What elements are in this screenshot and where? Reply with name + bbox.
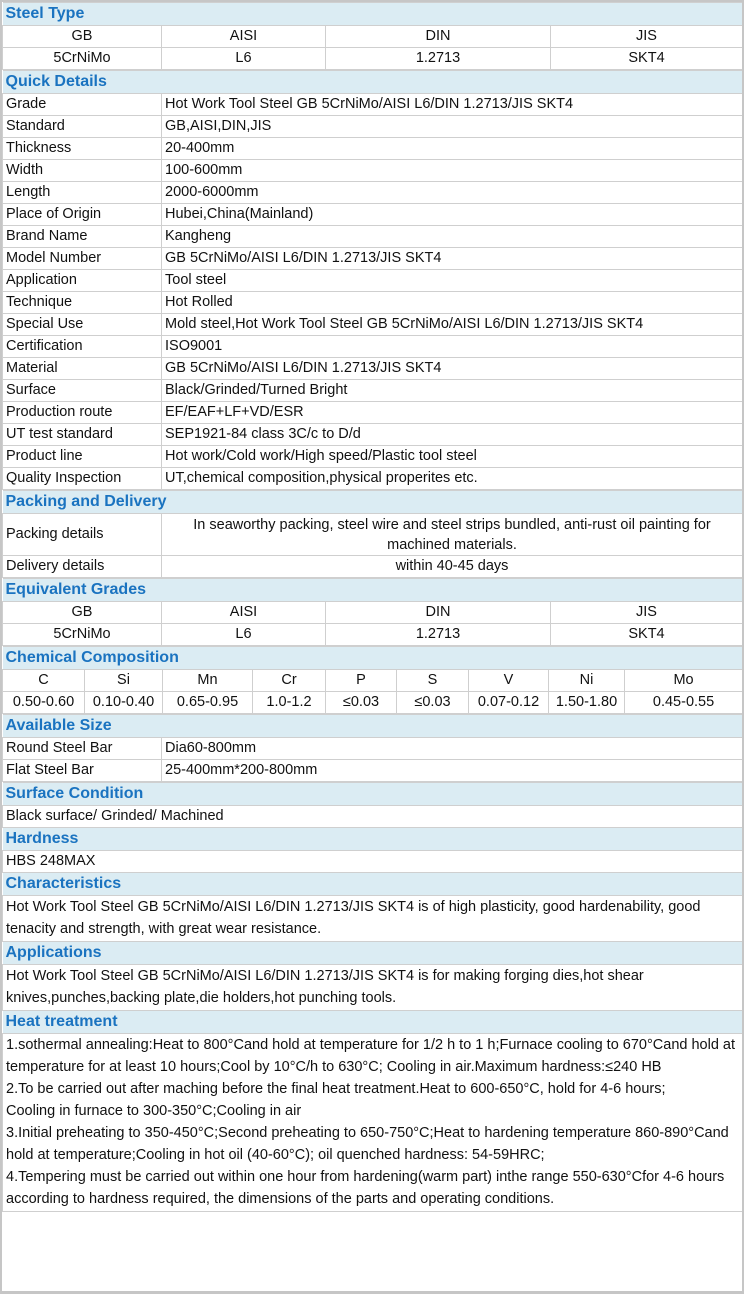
table-row [3, 806, 743, 828]
detail-value: ISO9001 [162, 336, 743, 358]
section-header-quick-details [3, 71, 743, 94]
detail-label: Place of Origin [3, 204, 162, 226]
section-header-surface-condition [3, 783, 743, 806]
value-aisi: L6 [162, 624, 326, 646]
chem-value-p: ≤0.03 [326, 692, 397, 714]
section-title: Packing and Delivery [3, 491, 743, 514]
quick-details-row [3, 94, 743, 116]
heat-treatment-step: 1.sothermal annealing:Heat to 800°Cand hold at temperature for 1/2 h to 1 h;Furnace cooling to 670°Cand hold at temperature for at least 10 hours;Cool by 10°C/h to 630°C; Cooling in air.Maximum hardness:≤240 HB [6, 1037, 736, 1075]
chem-element-cr: Cr [253, 670, 326, 692]
section-title: Quick Details [3, 71, 743, 94]
characteristics-text: Hot Work Tool Steel GB 5CrNiMo/AISI L6/DIN 1.2713/JIS SKT4 is of high plasticity, good hardenability, good tenacity and strength, with great wear resistance. [3, 896, 743, 942]
section-title: Applications [3, 942, 743, 965]
chem-value-c: 0.50-0.60 [3, 692, 85, 714]
quick-details-row [3, 446, 743, 468]
detail-label: Length [3, 182, 162, 204]
quick-details-row [3, 204, 743, 226]
chem-element-mo: Mo [625, 670, 743, 692]
quick-details-row [3, 358, 743, 380]
chem-element-c: C [3, 670, 85, 692]
detail-label: Grade [3, 94, 162, 116]
applications-text: Hot Work Tool Steel GB 5CrNiMo/AISI L6/DIN 1.2713/JIS SKT4 is for making forging dies,hot shear knives,punches,backing plate,die holders,hot punching tools. [3, 965, 743, 1011]
chem-value-mn: 0.65-0.95 [163, 692, 253, 714]
quick-details-row [3, 270, 743, 292]
heat-treatment-step: 2.To be carried out after maching before the final heat treatment.Heat to 600-650°C, hold for 4-6 hours; [6, 1081, 666, 1097]
quick-details-row [3, 292, 743, 314]
chem-value-row [3, 692, 743, 714]
chem-element-ni: Ni [549, 670, 625, 692]
quick-details-row [3, 402, 743, 424]
equivalent-grades-table [2, 578, 742, 646]
section-header-equivalent-grades [3, 579, 743, 602]
detail-label: Quality Inspection [3, 468, 162, 490]
section-title: Chemical Composition [3, 647, 743, 670]
detail-value: 20-400mm [162, 138, 743, 160]
chem-element-row [3, 670, 743, 692]
surface-condition-text: Black surface/ Grinded/ Machined [3, 806, 743, 828]
section-title: Heat treatment [3, 1011, 743, 1034]
quick-details-row [3, 314, 743, 336]
header-gb: GB [3, 602, 162, 624]
detail-value: 100-600mm [162, 160, 743, 182]
detail-value: Hubei,China(Mainland) [162, 204, 743, 226]
quick-details-row [3, 424, 743, 446]
detail-label: Material [3, 358, 162, 380]
section-header-applications [3, 942, 743, 965]
detail-value: GB,AISI,DIN,JIS [162, 116, 743, 138]
detail-label: Standard [3, 116, 162, 138]
available-size-table [2, 714, 742, 782]
header-jis: JIS [551, 602, 743, 624]
detail-label: Model Number [3, 248, 162, 270]
chem-value-ni: 1.50-1.80 [549, 692, 625, 714]
value-aisi: L6 [162, 48, 326, 70]
value-din: 1.2713 [326, 48, 551, 70]
chem-value-mo: 0.45-0.55 [625, 692, 743, 714]
detail-value: 2000-6000mm [162, 182, 743, 204]
detail-label: Certification [3, 336, 162, 358]
detail-value: Mold steel,Hot Work Tool Steel GB 5CrNiMo/AISI L6/DIN 1.2713/JIS SKT4 [162, 314, 743, 336]
quick-details-row [3, 468, 743, 490]
chem-value-cr: 1.0-1.2 [253, 692, 326, 714]
detail-value: Kangheng [162, 226, 743, 248]
heat-treatment-step: 4.Tempering must be carried out within one hour from hardening(warm part) inthe range 550-630°Cfor 4-6 hours according to hardness required, the dimensions of the parts and operating conditions. [6, 1169, 725, 1207]
text-sections-table [2, 782, 742, 1212]
section-title: Steel Type [3, 3, 743, 26]
packing-value: In seaworthy packing, steel wire and steel strips bundled, anti-rust oil painting for machined materials. [162, 514, 743, 556]
header-aisi: AISI [162, 26, 326, 48]
heat-treatment-text [3, 1034, 743, 1212]
quick-details-row [3, 160, 743, 182]
value-gb: 5CrNiMo [3, 48, 162, 70]
detail-value: UT,chemical composition,physical properites etc. [162, 468, 743, 490]
table-row [3, 738, 743, 760]
equivalent-grades-value-row [3, 624, 743, 646]
delivery-value: within 40-45 days [162, 556, 743, 578]
quick-details-row [3, 380, 743, 402]
packing-label: Packing details [3, 514, 162, 556]
chem-element-si: Si [85, 670, 163, 692]
delivery-label: Delivery details [3, 556, 162, 578]
table-row [3, 965, 743, 1011]
packing-delivery-table [2, 490, 742, 578]
chem-value-si: 0.10-0.40 [85, 692, 163, 714]
detail-value: SEP1921-84 class 3C/c to D/d [162, 424, 743, 446]
detail-label: Production route [3, 402, 162, 424]
section-header-characteristics [3, 873, 743, 896]
size-label: Round Steel Bar [3, 738, 162, 760]
quick-details-table [2, 70, 742, 490]
chem-element-mn: Mn [163, 670, 253, 692]
detail-value: Hot Rolled [162, 292, 743, 314]
detail-value: Tool steel [162, 270, 743, 292]
detail-value: EF/EAF+LF+VD/ESR [162, 402, 743, 424]
chem-element-p: P [326, 670, 397, 692]
steel-type-header-row [3, 26, 743, 48]
table-row [3, 896, 743, 942]
value-jis: SKT4 [551, 624, 743, 646]
chem-value-s: ≤0.03 [397, 692, 469, 714]
detail-value: Hot work/Cold work/High speed/Plastic tool steel [162, 446, 743, 468]
quick-details-row [3, 248, 743, 270]
hardness-text: HBS 248MAX [3, 851, 743, 873]
chem-element-s: S [397, 670, 469, 692]
chem-value-v: 0.07-0.12 [469, 692, 549, 714]
header-din: DIN [326, 602, 551, 624]
value-jis: SKT4 [551, 48, 743, 70]
chemical-composition-table [2, 646, 742, 714]
quick-details-row [3, 226, 743, 248]
section-title: Characteristics [3, 873, 743, 896]
section-title: Available Size [3, 715, 743, 738]
product-spec-sheet [2, 2, 742, 1291]
value-gb: 5CrNiMo [3, 624, 162, 646]
section-title: Equivalent Grades [3, 579, 743, 602]
section-title: Hardness [3, 828, 743, 851]
header-din: DIN [326, 26, 551, 48]
equivalent-grades-header-row [3, 602, 743, 624]
section-header-heat-treatment [3, 1011, 743, 1034]
detail-value: GB 5CrNiMo/AISI L6/DIN 1.2713/JIS SKT4 [162, 358, 743, 380]
detail-label: Width [3, 160, 162, 182]
size-label: Flat Steel Bar [3, 760, 162, 782]
detail-label: Special Use [3, 314, 162, 336]
section-header-chemical-composition [3, 647, 743, 670]
detail-value: GB 5CrNiMo/AISI L6/DIN 1.2713/JIS SKT4 [162, 248, 743, 270]
detail-label: Application [3, 270, 162, 292]
heat-treatment-step: Cooling in furnace to 300-350°C;Cooling in air [6, 1103, 302, 1119]
table-row [3, 851, 743, 873]
header-aisi: AISI [162, 602, 326, 624]
table-row [3, 760, 743, 782]
quick-details-row [3, 182, 743, 204]
header-gb: GB [3, 26, 162, 48]
detail-value: Black/Grinded/Turned Bright [162, 380, 743, 402]
detail-label: Brand Name [3, 226, 162, 248]
size-value: 25-400mm*200-800mm [162, 760, 743, 782]
steel-type-table [2, 2, 742, 70]
table-row [3, 556, 743, 578]
detail-label: Thickness [3, 138, 162, 160]
detail-label: Technique [3, 292, 162, 314]
quick-details-row [3, 336, 743, 358]
detail-value: Hot Work Tool Steel GB 5CrNiMo/AISI L6/DIN 1.2713/JIS SKT4 [162, 94, 743, 116]
detail-label: Surface [3, 380, 162, 402]
size-value: Dia60-800mm [162, 738, 743, 760]
steel-type-value-row [3, 48, 743, 70]
section-header-available-size [3, 715, 743, 738]
section-title: Surface Condition [3, 783, 743, 806]
header-jis: JIS [551, 26, 743, 48]
section-header-hardness [3, 828, 743, 851]
table-row [3, 1034, 743, 1212]
quick-details-row [3, 116, 743, 138]
table-row [3, 514, 743, 556]
chem-element-v: V [469, 670, 549, 692]
detail-label: UT test standard [3, 424, 162, 446]
section-header-packing [3, 491, 743, 514]
detail-label: Product line [3, 446, 162, 468]
section-header-steel-type [3, 3, 743, 26]
value-din: 1.2713 [326, 624, 551, 646]
quick-details-row [3, 138, 743, 160]
heat-treatment-step: 3.Initial preheating to 350-450°C;Second preheating to 650-750°C;Heat to hardening temperature 860-890°Cand hold at temperature;Cooling in hot oil (40-60°C); oil quenched hardness: 54-59HRC; [6, 1125, 729, 1163]
